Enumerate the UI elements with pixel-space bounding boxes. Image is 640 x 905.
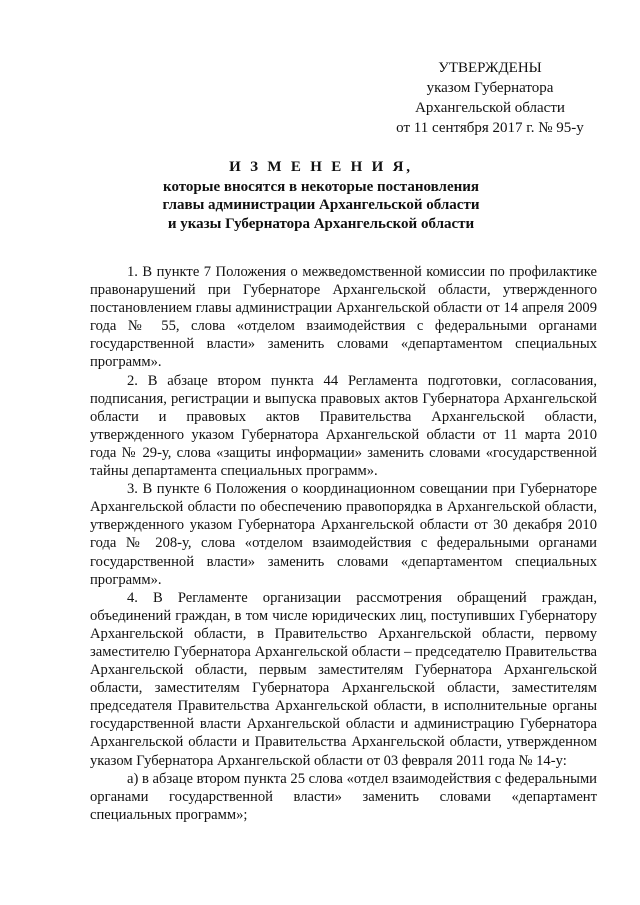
paragraph-1: 1. В пункте 7 Положения о межведомственной комиссии по профилактике правонарушений при Губернаторе Архангельской области, утвержденного постановлением главы администрации Архангельской области от 14 апреля 2009 года № 55, слова «отделом взаимодействия с федеральными органами государственной власти» заменить словами «департаментом специальных программ». [90,264,597,371]
paragraph-4: 4. В Регламенте организации рассмотрения обращений граждан, объединений граждан, в том числе юридических лиц, поступивших Губернатору Архангельской области, в Правительство Архангельской области, первому заместителю Губернатора Архангельской области – председателю Правительства Архангельской области, первым заместителям Губернатора Архангельской области, заместителям Губернатора Архангельской области, заместителям председателя Правительства Архангельской области, в исполнительные органы государственной власти Архангельской области и администрацию Губернатора Архангельской области и Правительства Архангельской области, утвержденном указом Губернатора Архангельской области от 03 февраля 2011 года № 14-у: [90,589,597,769]
approval-title: УТВЕРЖДЕНЫ [438,60,542,76]
heading-subtitle-line-2: главы администрации Архангельской области [162,197,480,213]
approval-region: Архангельской области [415,100,565,116]
heading-subtitle-line-3: и указы Губернатора Архангельской области [167,215,475,232]
approval-date-number: от 11 сентября 2017 г. № 95-у [396,120,584,136]
document-heading [90,158,552,233]
heading-title: И З М Е Н Е Н И Я, [229,159,413,175]
approval-block [360,58,620,138]
approval-issuer: указом Губернатора [426,80,554,96]
paragraph-2: 2. В абзаце втором пункта 44 Регламента подготовки, согласования, подписания, регистрации и выпуска правовых актов Губернатора Архангельской области и правовых актов Правительства Архангельской области, утвержденного указом Губернатора Архангельской области от 11 марта 2010 года № 29-у, слова «защиты информации» заменить словами «государственной тайны департамента специальных программ». [90,372,597,480]
paragraph-3: 3. В пункте 6 Положения о координационном совещании при Губернаторе Архангельской области по обеспечению правопорядка в Архангельской области, утвержденного указом Губернатора Архангельской области от 30 декабря 2010 года № 208-у, слова «отделом взаимодействия с федеральными органами государственной власти» заменить словами «департаментом специальных программ». [90,481,597,588]
document-body [90,263,597,824]
heading-subtitle-line-1: которые вносятся в некоторые постановления [163,178,479,195]
paragraph-4a: а) в абзаце втором пункта 25 слова «отдел взаимодействия с федеральными органами государственной власти» заменить словами «департамент специальных программ»; [90,770,597,823]
